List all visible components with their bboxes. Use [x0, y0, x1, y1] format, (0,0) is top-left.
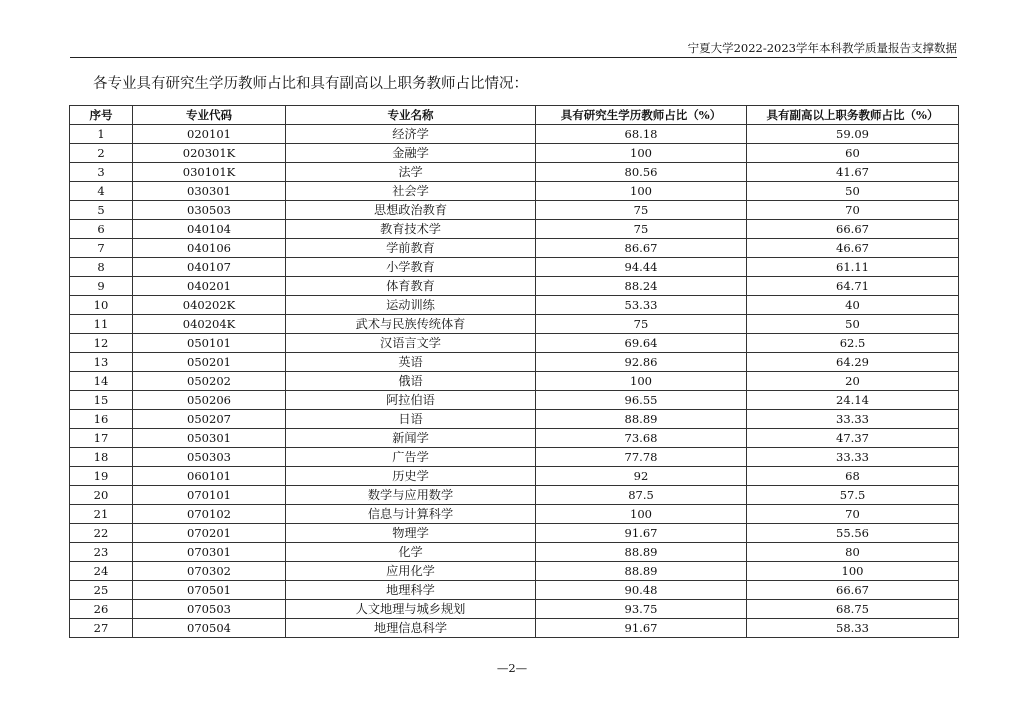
cell-index: 25 — [70, 581, 133, 600]
cell-index: 26 — [70, 600, 133, 619]
cell-postgrad-ratio: 75 — [536, 315, 747, 334]
cell-code: 070503 — [133, 600, 286, 619]
col-header-name: 专业名称 — [286, 106, 536, 125]
cell-code: 050207 — [133, 410, 286, 429]
table-row — [70, 600, 959, 619]
cell-senior-title-ratio: 80 — [747, 543, 959, 562]
cell-index: 16 — [70, 410, 133, 429]
cell-index: 1 — [70, 125, 133, 144]
cell-senior-title-ratio: 46.67 — [747, 239, 959, 258]
table-row — [70, 562, 959, 581]
cell-name: 化学 — [286, 543, 536, 562]
cell-senior-title-ratio: 58.33 — [747, 619, 959, 638]
table-row — [70, 524, 959, 543]
cell-senior-title-ratio: 68.75 — [747, 600, 959, 619]
cell-index: 11 — [70, 315, 133, 334]
cell-index: 15 — [70, 391, 133, 410]
cell-senior-title-ratio: 64.71 — [747, 277, 959, 296]
cell-postgrad-ratio: 69.64 — [536, 334, 747, 353]
cell-name: 思想政治教育 — [286, 201, 536, 220]
cell-postgrad-ratio: 75 — [536, 201, 747, 220]
cell-name: 人文地理与城乡规划 — [286, 600, 536, 619]
cell-index: 13 — [70, 353, 133, 372]
cell-senior-title-ratio: 47.37 — [747, 429, 959, 448]
cell-name: 金融学 — [286, 144, 536, 163]
cell-senior-title-ratio: 57.5 — [747, 486, 959, 505]
cell-code: 060101 — [133, 467, 286, 486]
cell-name: 应用化学 — [286, 562, 536, 581]
cell-index: 18 — [70, 448, 133, 467]
ratio-table — [69, 105, 959, 638]
cell-index: 14 — [70, 372, 133, 391]
cell-name: 运动训练 — [286, 296, 536, 315]
table-row — [70, 505, 959, 524]
cell-postgrad-ratio: 75 — [536, 220, 747, 239]
cell-senior-title-ratio: 68 — [747, 467, 959, 486]
cell-name: 地理信息科学 — [286, 619, 536, 638]
cell-code: 050301 — [133, 429, 286, 448]
cell-postgrad-ratio: 92.86 — [536, 353, 747, 372]
cell-code: 020101 — [133, 125, 286, 144]
cell-name: 新闻学 — [286, 429, 536, 448]
cell-code: 070504 — [133, 619, 286, 638]
col-header-senior-title-ratio: 具有副高以上职务教师占比（%） — [747, 106, 959, 125]
cell-postgrad-ratio: 100 — [536, 505, 747, 524]
cell-postgrad-ratio: 100 — [536, 144, 747, 163]
cell-name: 汉语言文学 — [286, 334, 536, 353]
cell-name: 小学教育 — [286, 258, 536, 277]
cell-index: 20 — [70, 486, 133, 505]
cell-postgrad-ratio: 88.89 — [536, 543, 747, 562]
cell-senior-title-ratio: 61.11 — [747, 258, 959, 277]
cell-senior-title-ratio: 33.33 — [747, 410, 959, 429]
table-row — [70, 239, 959, 258]
cell-senior-title-ratio: 20 — [747, 372, 959, 391]
cell-index: 27 — [70, 619, 133, 638]
page-number: —2— — [496, 661, 528, 675]
cell-senior-title-ratio: 50 — [747, 315, 959, 334]
cell-index: 5 — [70, 201, 133, 220]
cell-name: 数学与应用数学 — [286, 486, 536, 505]
cell-code: 070101 — [133, 486, 286, 505]
cell-code: 050201 — [133, 353, 286, 372]
cell-index: 9 — [70, 277, 133, 296]
cell-senior-title-ratio: 62.5 — [747, 334, 959, 353]
cell-postgrad-ratio: 73.68 — [536, 429, 747, 448]
cell-name: 物理学 — [286, 524, 536, 543]
cell-name: 俄语 — [286, 372, 536, 391]
cell-code: 030101K — [133, 163, 286, 182]
table-row — [70, 410, 959, 429]
table-row — [70, 543, 959, 562]
intro-text: 各专业具有研究生学历教师占比和具有副高以上职务教师占比情况： — [93, 76, 528, 92]
table-row — [70, 277, 959, 296]
col-header-code: 专业代码 — [133, 106, 286, 125]
table-row — [70, 125, 959, 144]
cell-postgrad-ratio: 80.56 — [536, 163, 747, 182]
table-row — [70, 201, 959, 220]
table-row — [70, 334, 959, 353]
table-row — [70, 448, 959, 467]
table-row — [70, 296, 959, 315]
cell-index: 19 — [70, 467, 133, 486]
table-row — [70, 220, 959, 239]
table-row — [70, 258, 959, 277]
cell-code: 040106 — [133, 239, 286, 258]
cell-code: 040107 — [133, 258, 286, 277]
cell-index: 8 — [70, 258, 133, 277]
cell-index: 2 — [70, 144, 133, 163]
cell-name: 法学 — [286, 163, 536, 182]
cell-code: 030301 — [133, 182, 286, 201]
col-header-postgrad-ratio: 具有研究生学历教师占比（%） — [536, 106, 747, 125]
cell-index: 12 — [70, 334, 133, 353]
table-row — [70, 163, 959, 182]
cell-senior-title-ratio: 60 — [747, 144, 959, 163]
cell-index: 23 — [70, 543, 133, 562]
cell-senior-title-ratio: 55.56 — [747, 524, 959, 543]
cell-code: 070302 — [133, 562, 286, 581]
cell-postgrad-ratio: 77.78 — [536, 448, 747, 467]
cell-postgrad-ratio: 88.24 — [536, 277, 747, 296]
cell-senior-title-ratio: 59.09 — [747, 125, 959, 144]
cell-code: 070102 — [133, 505, 286, 524]
cell-index: 3 — [70, 163, 133, 182]
cell-name: 武术与民族传统体育 — [286, 315, 536, 334]
cell-senior-title-ratio: 70 — [747, 505, 959, 524]
cell-name: 社会学 — [286, 182, 536, 201]
cell-name: 经济学 — [286, 125, 536, 144]
table-row — [70, 315, 959, 334]
cell-postgrad-ratio: 86.67 — [536, 239, 747, 258]
cell-name: 学前教育 — [286, 239, 536, 258]
table-row — [70, 486, 959, 505]
table-body — [70, 125, 959, 638]
cell-code: 050202 — [133, 372, 286, 391]
cell-senior-title-ratio: 33.33 — [747, 448, 959, 467]
cell-postgrad-ratio: 100 — [536, 182, 747, 201]
cell-code: 050101 — [133, 334, 286, 353]
cell-code: 040202K — [133, 296, 286, 315]
cell-postgrad-ratio: 90.48 — [536, 581, 747, 600]
cell-name: 信息与计算科学 — [286, 505, 536, 524]
cell-senior-title-ratio: 40 — [747, 296, 959, 315]
table-row — [70, 391, 959, 410]
cell-postgrad-ratio: 93.75 — [536, 600, 747, 619]
cell-name: 历史学 — [286, 467, 536, 486]
cell-postgrad-ratio: 53.33 — [536, 296, 747, 315]
cell-name: 日语 — [286, 410, 536, 429]
cell-index: 4 — [70, 182, 133, 201]
cell-index: 7 — [70, 239, 133, 258]
cell-code: 070301 — [133, 543, 286, 562]
cell-senior-title-ratio: 70 — [747, 201, 959, 220]
cell-name: 阿拉伯语 — [286, 391, 536, 410]
cell-postgrad-ratio: 100 — [536, 372, 747, 391]
cell-senior-title-ratio: 64.29 — [747, 353, 959, 372]
cell-code: 040104 — [133, 220, 286, 239]
cell-senior-title-ratio: 100 — [747, 562, 959, 581]
table-row — [70, 619, 959, 638]
cell-name: 广告学 — [286, 448, 536, 467]
cell-postgrad-ratio: 91.67 — [536, 619, 747, 638]
cell-postgrad-ratio: 68.18 — [536, 125, 747, 144]
table-row — [70, 182, 959, 201]
cell-senior-title-ratio: 24.14 — [747, 391, 959, 410]
cell-index: 6 — [70, 220, 133, 239]
cell-index: 21 — [70, 505, 133, 524]
cell-index: 10 — [70, 296, 133, 315]
cell-code: 070501 — [133, 581, 286, 600]
col-header-index: 序号 — [70, 106, 133, 125]
cell-index: 22 — [70, 524, 133, 543]
table-row — [70, 353, 959, 372]
cell-index: 24 — [70, 562, 133, 581]
page-header: 宁夏大学2022-2023学年本科教学质量报告支撑数据 — [687, 41, 957, 55]
cell-postgrad-ratio: 88.89 — [536, 562, 747, 581]
cell-index: 17 — [70, 429, 133, 448]
cell-code: 040204K — [133, 315, 286, 334]
cell-name: 地理科学 — [286, 581, 536, 600]
table-row — [70, 581, 959, 600]
cell-code: 050303 — [133, 448, 286, 467]
cell-postgrad-ratio: 96.55 — [536, 391, 747, 410]
cell-code: 030503 — [133, 201, 286, 220]
table-row — [70, 429, 959, 448]
cell-postgrad-ratio: 91.67 — [536, 524, 747, 543]
cell-postgrad-ratio: 92 — [536, 467, 747, 486]
cell-code: 040201 — [133, 277, 286, 296]
cell-name: 英语 — [286, 353, 536, 372]
cell-senior-title-ratio: 50 — [747, 182, 959, 201]
cell-code: 050206 — [133, 391, 286, 410]
cell-postgrad-ratio: 94.44 — [536, 258, 747, 277]
cell-code: 070201 — [133, 524, 286, 543]
header-divider — [70, 57, 957, 58]
cell-code: 020301K — [133, 144, 286, 163]
cell-postgrad-ratio: 88.89 — [536, 410, 747, 429]
table-row — [70, 144, 959, 163]
cell-senior-title-ratio: 41.67 — [747, 163, 959, 182]
cell-senior-title-ratio: 66.67 — [747, 220, 959, 239]
table-row — [70, 467, 959, 486]
cell-name: 教育技术学 — [286, 220, 536, 239]
cell-name: 体育教育 — [286, 277, 536, 296]
table-header-row — [70, 106, 959, 125]
cell-senior-title-ratio: 66.67 — [747, 581, 959, 600]
cell-postgrad-ratio: 87.5 — [536, 486, 747, 505]
table-row — [70, 372, 959, 391]
